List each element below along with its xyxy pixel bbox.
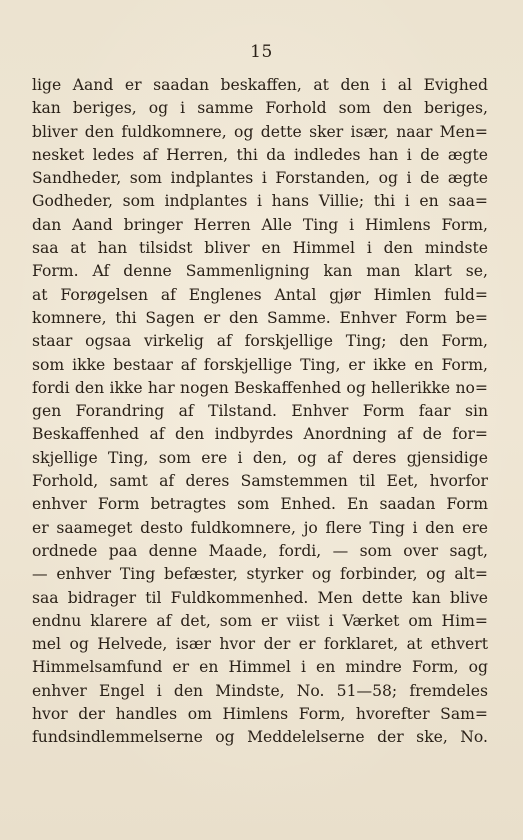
text-line: fordi den ikke har nogen Beskaffenhed og hellerikke no=: [32, 378, 488, 397]
text-line: Form. Af denne Sammenligning kan man klart se,: [32, 262, 488, 281]
text-line: Forhold, samt af deres Samstemmen til Eet, hvorfor: [32, 472, 488, 491]
text-line: endnu klarere af det, som er viist i Værket om Him=: [32, 611, 488, 630]
text-line: fundsindlemmelserne og Meddelelserne der ske, No.: [32, 728, 488, 747]
text-line: kan beriges, og i samme Forhold som den beriges,: [32, 99, 488, 118]
text-line: at Forøgelsen af Englenes Antal gjør Himlen fuld=: [32, 285, 488, 304]
text-line: — enhver Ting befæster, styrker og forbinder, og alt=: [32, 565, 488, 584]
body-text: [32, 74, 488, 750]
text-line: mel og Helvede, især hvor der er forklaret, at ethvert: [32, 635, 488, 654]
text-line: bliver den fuldkomnere, og dette sker især, naar Men=: [32, 122, 488, 141]
text-line: saa at han tilsidst bliver en Himmel i den mindste: [32, 239, 488, 258]
text-line: Beskaffenhed af den indbyrdes Anordning af de for=: [32, 425, 488, 444]
text-line: Sandheder, som indplantes i Forstanden, og i de ægte: [32, 169, 488, 188]
text-line: saa bidrager til Fuldkommenhed. Men dette kan blive: [32, 588, 488, 607]
text-line: hvor der handles om Himlens Form, hvorefter Sam=: [32, 705, 488, 724]
text-line: nesket ledes af Herren, thi da indledes han i de ægte: [32, 145, 488, 164]
text-line: lige Aand er saadan beskaffen, at den i al Evighed: [32, 76, 488, 94]
page-number: 15: [250, 42, 273, 62]
text-line: gen Forandring af Tilstand. Enhver Form faar sin: [32, 402, 488, 421]
text-line: ordnede paa denne Maade, fordi, — som over sagt,: [32, 541, 488, 560]
text-line: Godheder, som indplantes i hans Villie; thi i en saa=: [32, 192, 488, 211]
text-line: staar ogsaa virkelig af forskjellige Ting; den Form,: [32, 332, 488, 351]
text-line: Himmelsamfund er en Himmel i en mindre Form, og: [32, 658, 488, 677]
text-line: enhver Form betragtes som Enhed. En saadan Form: [32, 495, 488, 514]
text-line: dan Aand bringer Herren Alle Ting i Himlens Form,: [32, 215, 488, 234]
text-line: enhver Engel i den Mindste, No. 51—58; fremdeles: [32, 681, 488, 700]
text-line: komnere, thi Sagen er den Samme. Enhver Form be=: [32, 308, 488, 327]
text-line: som ikke bestaar af forskjellige Ting, er ikke en Form,: [32, 355, 488, 374]
text-line: skjellige Ting, som ere i den, og af deres gjensidige: [32, 448, 488, 467]
text-line: er saameget desto fuldkomnere, jo flere Ting i den ere: [32, 518, 488, 537]
